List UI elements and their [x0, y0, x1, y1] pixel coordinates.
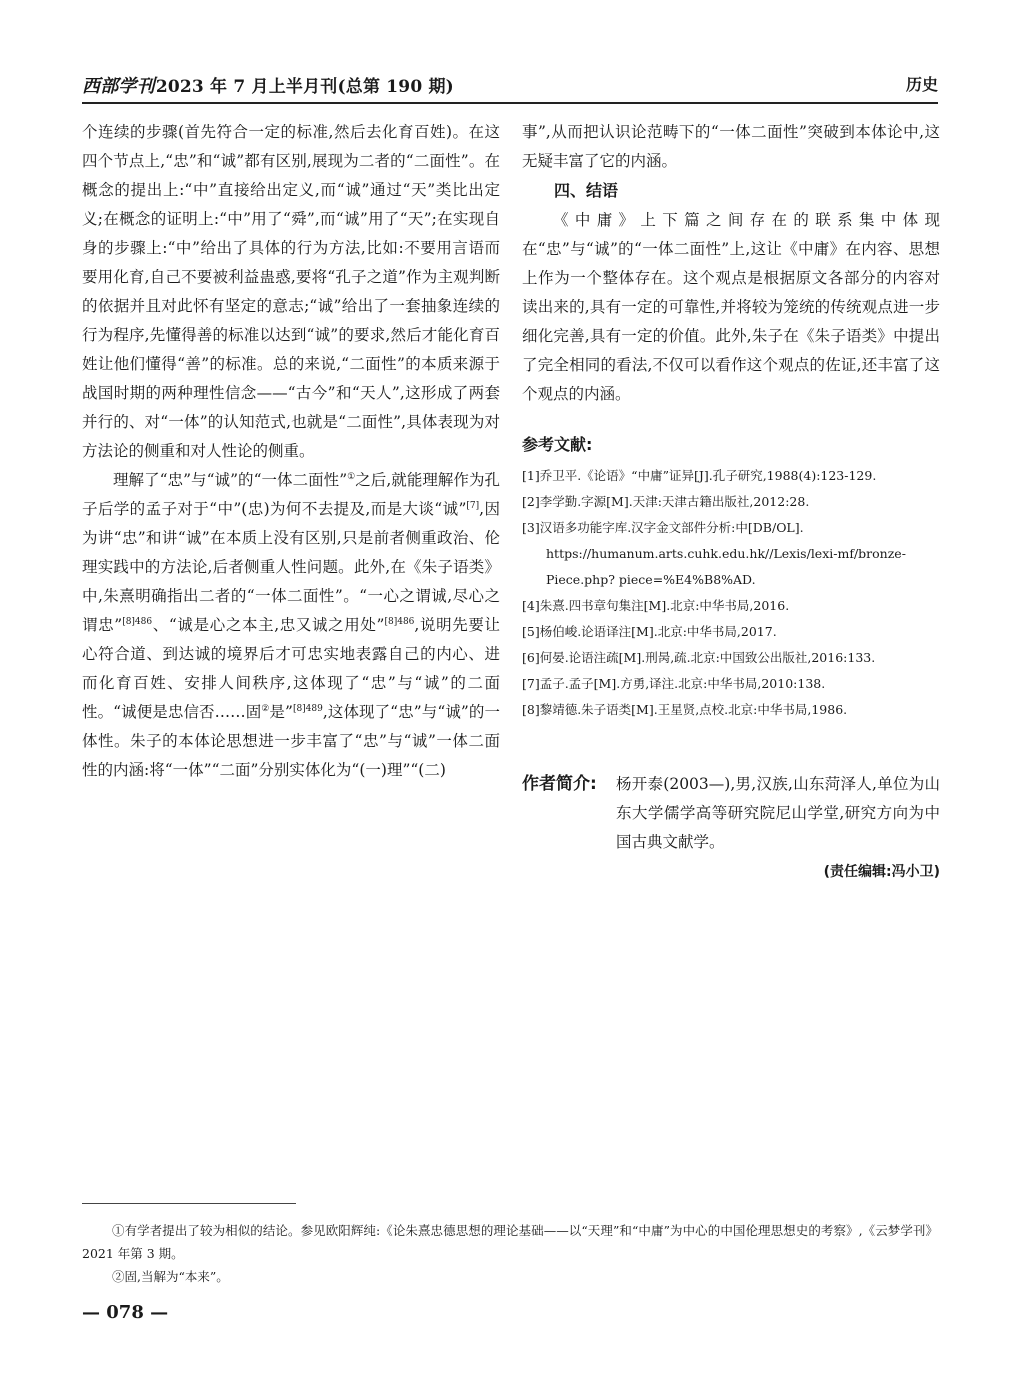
reference-url[interactable]: https://humanum.arts.cuhk.edu.hk//Lexis/lexi-mf/bronze- — [546, 546, 906, 561]
section-name: 历史 — [905, 75, 938, 94]
body-paragraph: 个连续的步骤(首先符合一定的标准,然后去化育百姓)。在这四个节点上,“忠”和“诚”都有区别,展现为二者的“二面性”。在概念的提出上:“中”直接给出定义,而“诚”通过“天”类比出定义;在概念的证明上:“中”用了“舜”,而“诚”用了“天”;在实现自身的步骤上:“中”给出了具体的行为方法,比如:不要用言语而要用化育,自己不要被利益蛊惑,要将“孔子之道”作为主观判断的依据并且对此怀有坚定的意志;“诚”给出了一套抽象连续的行为程序,先懂得善的标准以达到“诚”的要求,然后才能化育百姓让他们懂得“善”的标准。总的来说,“二面性”的本质来源于战国时期的两种理性信念——“古今”和“天人”,这形成了两套并行的、对“一体”的认知范式,也就是“二面性”,具体表现为对方法论的侧重和对人性论的侧重。 — [82, 123, 500, 460]
reference-item: [4]朱熹.四书章句集注[M].北京:中华书局,2016. — [522, 598, 790, 613]
footnote-item: ①有学者提出了较为相似的结论。参见欧阳辉纯:《论朱熹忠德思想的理论基础——以“天理”和“中庸”为中心的中国伦理思想史的考察》,《云梦学刊》2021 年第 3 期。 — [82, 1223, 938, 1261]
body-paragraph: 理解了“忠”与“诚”的“一体二面性”①之后,就能理解作为孔子后学的孟子对于“中”(忠)为何不去提及,而是大谈“诚”[7],因为讲“忠”和讲“诚”在本质上没有区别,只是前者侧重政治、伦理实践中的方法论,后者侧重人性问题。此外,在《朱子语类》中,朱熹明确指出二者的“一体二面性”。“一心之谓诚,尽心之谓忠”$^{[8]486}$、“诚是心之本主,忠又诚之用处”$^{[8]486}$,说明先要让心符合道、到达诚的境界后才可忠实地表露自己的内心、进而化育百姓、安排人间秩序,这体现了“忠”与“诚”的二面性。“诚便是忠信否……固②是”$^{[8]489}$,这体现了“忠”与“诚”的一体性。朱子的本体论思想进一步丰富了“忠”与“诚”一体二面性的内涵:将“一体”“二面”分别实体化为“(一)理”“(二) — [82, 471, 500, 779]
body-paragraph: 事”,从而把认识论范畴下的“一体二面性”突破到本体论中,这无疑丰富了它的内涵。 — [522, 123, 940, 170]
page-number: — 078 — — [82, 1302, 169, 1323]
reference-item: [5]杨伯峻.论语译注[M].北京:中华书局,2017. — [522, 624, 777, 639]
footnote-rule — [82, 1203, 296, 1204]
section-heading: 四、结语 — [554, 181, 619, 200]
reference-list — [522, 463, 940, 723]
left-column — [82, 118, 500, 785]
author-label: 作者简介: — [522, 774, 597, 794]
issue-info: 2023 年 7 月上半月刊(总第 190 期) — [155, 77, 454, 97]
reference-url-cont: Piece.php? piece=%E4%B8%AD. — [546, 572, 756, 587]
reference-item: [3]汉语多功能字库.汉字金文部件分析:中[DB/OL]. — [522, 520, 804, 535]
reference-item: [7]孟子.孟子[M].方勇,译注.北京:中华书局,2010:138. — [522, 676, 826, 691]
references-title: 参考文献: — [522, 435, 593, 454]
citation: [8]489 — [292, 703, 323, 714]
journal-logo: 西部学刊 — [82, 76, 155, 97]
journal-title — [82, 72, 454, 98]
citation: [8]486 — [384, 616, 415, 627]
footnote-marker: ① — [347, 471, 356, 482]
footnote-marker: ② — [261, 703, 270, 714]
header-rule — [82, 102, 938, 104]
reference-item: [1]乔卫平.《论语》“中庸”证异[J].孔子研究,1988(4):123-129. — [522, 468, 877, 483]
citation: [8]486 — [122, 616, 153, 627]
author-bio — [522, 770, 940, 880]
responsible-editor: (责任编辑:冯小卫) — [823, 864, 940, 880]
right-column — [522, 118, 940, 723]
reference-item: [6]何晏.论语注疏[M].刑昺,疏.北京:中国致公出版社,2016:133. — [522, 650, 876, 665]
body-paragraph: 《中庸》上下篇之间存在的联系集中体现在“忠”与“诚”的“一体二面性”上,这让《中庸》在内容、思想上作为一个整体存在。这个观点是根据原文各部分的内容对读出来的,具有一定的可靠性,并将较为笼统的传统观点进一步细化完善,具有一定的价值。此外,朱子在《朱子语类》中提出了完全相同的看法,不仅可以看作这个观点的佐证,还丰富了这个观点的内涵。 — [522, 211, 940, 403]
footnote-item: ②固,当解为“本来”。 — [112, 1269, 229, 1284]
citation: [7] — [466, 500, 480, 511]
running-header — [82, 68, 938, 102]
author-text: 杨开泰(2003—),男,汉族,山东菏泽人,单位为山东大学儒学高等研究院尼山学堂,研究方向为中国古典文献学。 — [616, 775, 940, 851]
footnotes — [82, 1219, 938, 1288]
reference-item: [2]李学勤.字源[M].天津:天津古籍出版社,2012:28. — [522, 494, 810, 509]
reference-item: [8]黎靖德.朱子语类[M].王星贤,点校.北京:中华书局,1986. — [522, 702, 848, 717]
